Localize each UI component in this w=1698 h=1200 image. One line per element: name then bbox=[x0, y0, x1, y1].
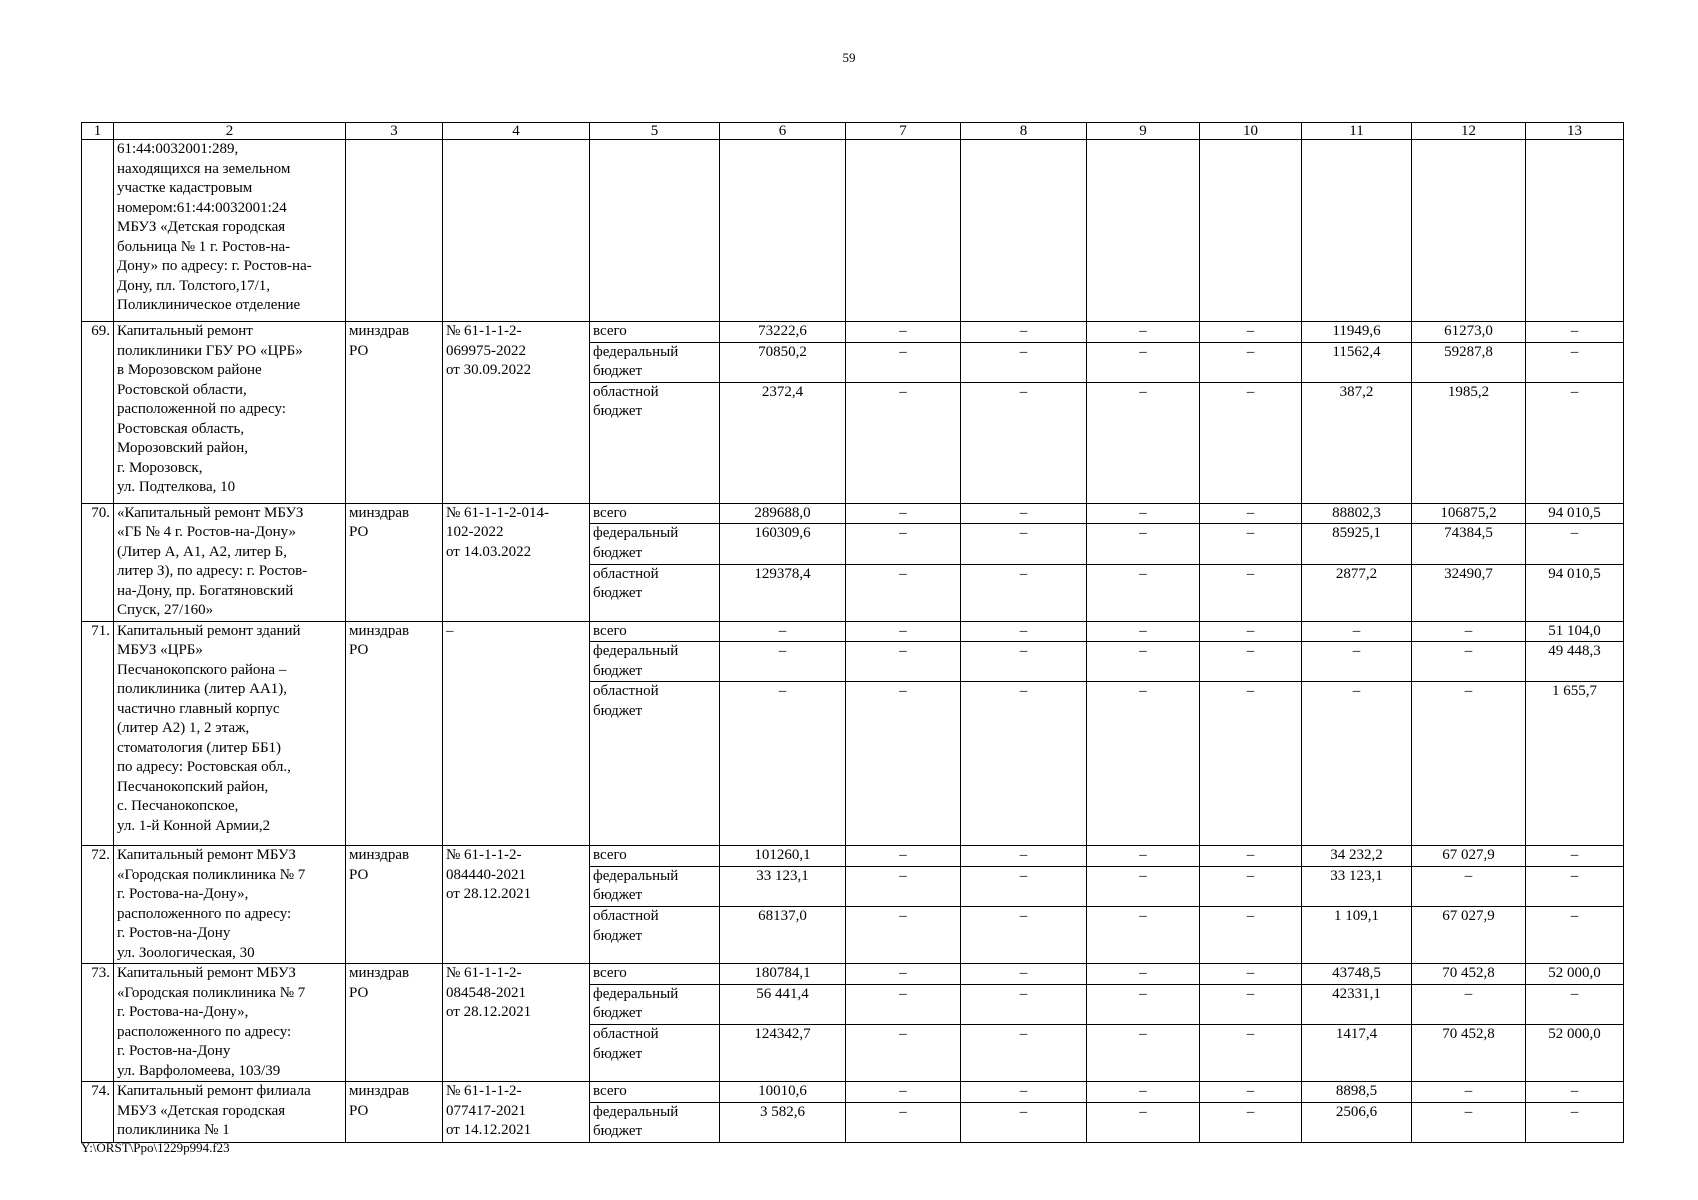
amount-cell: 129378,4 bbox=[720, 564, 846, 621]
column-header: 9 bbox=[1087, 123, 1200, 140]
column-header: 5 bbox=[590, 123, 720, 140]
amount-cell: 160309,6 bbox=[720, 524, 846, 565]
empty-cell bbox=[590, 140, 720, 322]
amount-cell: – bbox=[1200, 621, 1302, 642]
amount-cell: – bbox=[846, 907, 961, 964]
table-row bbox=[82, 964, 1624, 985]
funding-source: областной бюджет bbox=[590, 564, 720, 621]
amount-cell: – bbox=[1087, 524, 1200, 565]
column-header: 7 bbox=[846, 123, 961, 140]
amount-cell: 67 027,9 bbox=[1412, 907, 1526, 964]
amount-cell: – bbox=[1087, 907, 1200, 964]
amount-cell: 124342,7 bbox=[720, 1025, 846, 1082]
table-row bbox=[82, 1082, 1624, 1103]
amount-cell: 70 452,8 bbox=[1412, 1025, 1526, 1082]
amount-cell: – bbox=[1412, 866, 1526, 907]
column-header: 13 bbox=[1526, 123, 1624, 140]
amount-cell: 43748,5 bbox=[1302, 964, 1412, 985]
amount-cell: – bbox=[846, 964, 961, 985]
table-body bbox=[82, 123, 1624, 1143]
amount-cell: – bbox=[961, 682, 1087, 846]
amount-cell: 32490,7 bbox=[1412, 564, 1526, 621]
amount-cell: – bbox=[1087, 682, 1200, 846]
amount-cell: – bbox=[961, 621, 1087, 642]
column-header: 10 bbox=[1200, 123, 1302, 140]
column-header: 1 bbox=[82, 123, 114, 140]
empty-cell bbox=[1412, 140, 1526, 322]
amount-cell: 11562,4 bbox=[1302, 342, 1412, 382]
amount-cell: – bbox=[846, 564, 961, 621]
table-row bbox=[82, 503, 1624, 524]
funding-source: областной бюджет bbox=[590, 1025, 720, 1082]
amount-cell: 1 655,7 bbox=[1526, 682, 1624, 846]
amount-cell: 1 109,1 bbox=[1302, 907, 1412, 964]
amount-cell: – bbox=[1526, 1102, 1624, 1142]
amount-cell: 42331,1 bbox=[1302, 984, 1412, 1025]
amount-cell: – bbox=[846, 1102, 961, 1142]
empty-cell bbox=[1526, 140, 1624, 322]
amount-cell: – bbox=[1087, 964, 1200, 985]
amount-cell: 33 123,1 bbox=[1302, 866, 1412, 907]
column-header: 4 bbox=[443, 123, 590, 140]
funding-source: всего bbox=[590, 322, 720, 343]
amount-cell: – bbox=[1200, 907, 1302, 964]
expertise-document: № 61-1-1-2- 084548-2021 от 28.12.2021 bbox=[443, 964, 590, 1082]
continuation-row bbox=[82, 140, 1624, 322]
empty-cell bbox=[1087, 140, 1200, 322]
column-header: 2 bbox=[114, 123, 346, 140]
amount-cell: – bbox=[1200, 642, 1302, 682]
amount-cell: – bbox=[1302, 621, 1412, 642]
amount-cell: 73222,6 bbox=[720, 322, 846, 343]
customer-agency: минздрав РО bbox=[346, 322, 443, 504]
amount-cell: – bbox=[1200, 1102, 1302, 1142]
funding-source: федеральный бюджет bbox=[590, 866, 720, 907]
funding-source: областной бюджет bbox=[590, 907, 720, 964]
amount-cell: – bbox=[961, 322, 1087, 343]
funding-source: федеральный бюджет bbox=[590, 642, 720, 682]
funding-source: федеральный бюджет bbox=[590, 524, 720, 565]
amount-cell: – bbox=[1087, 503, 1200, 524]
object-name: Капитальный ремонт зданий МБУЗ «ЦРБ» Песчанокопского района – поликлиника (литер АА1), частично главный корпус (литер А2) 1, 2 этаж, стоматология (литер ББ1) по адресу: Ростовская обл., Песчанокопский район, с. Песчанокопское, ул. 1-й Конной Армии,2 bbox=[114, 621, 346, 846]
financing-table bbox=[81, 122, 1624, 1143]
amount-cell: – bbox=[961, 564, 1087, 621]
empty-cell bbox=[720, 140, 846, 322]
amount-cell: 387,2 bbox=[1302, 382, 1412, 503]
amount-cell: – bbox=[846, 621, 961, 642]
expertise-document: – bbox=[443, 621, 590, 846]
object-name: Капитальный ремонт поликлиники ГБУ РО «ЦРБ» в Морозовском районе Ростовской области, расположенной по адресу: Ростовская область, Морозовский район, г. Морозовск, ул. Подтелкова, 10 bbox=[114, 322, 346, 504]
amount-cell: – bbox=[846, 322, 961, 343]
empty-cell bbox=[846, 140, 961, 322]
funding-source: федеральный бюджет bbox=[590, 1102, 720, 1142]
amount-cell: 2506,6 bbox=[1302, 1102, 1412, 1142]
amount-cell: – bbox=[1087, 866, 1200, 907]
column-header: 12 bbox=[1412, 123, 1526, 140]
amount-cell: 180784,1 bbox=[720, 964, 846, 985]
amount-cell: – bbox=[1200, 964, 1302, 985]
amount-cell: – bbox=[961, 984, 1087, 1025]
amount-cell: 52 000,0 bbox=[1526, 964, 1624, 985]
amount-cell: – bbox=[1087, 846, 1200, 867]
amount-cell: – bbox=[1200, 984, 1302, 1025]
empty-cell bbox=[1200, 140, 1302, 322]
amount-cell: 85925,1 bbox=[1302, 524, 1412, 565]
amount-cell: – bbox=[961, 503, 1087, 524]
amount-cell: 51 104,0 bbox=[1526, 621, 1624, 642]
amount-cell: – bbox=[1200, 846, 1302, 867]
amount-cell: 94 010,5 bbox=[1526, 503, 1624, 524]
object-name: Капитальный ремонт МБУЗ «Городская поликлиника № 7 г. Ростова-на-Дону», расположенного по адресу: г. Ростов-на-Дону ул. Варфоломеева, 103/39 bbox=[114, 964, 346, 1082]
amount-cell: – bbox=[1302, 642, 1412, 682]
amount-cell: – bbox=[1526, 524, 1624, 565]
amount-cell: – bbox=[846, 866, 961, 907]
amount-cell: – bbox=[720, 682, 846, 846]
amount-cell: – bbox=[846, 984, 961, 1025]
row-number: 74. bbox=[82, 1082, 114, 1143]
amount-cell: 52 000,0 bbox=[1526, 1025, 1624, 1082]
amount-cell: 1985,2 bbox=[1412, 382, 1526, 503]
amount-cell: – bbox=[846, 1025, 961, 1082]
amount-cell: 106875,2 bbox=[1412, 503, 1526, 524]
amount-cell: 2877,2 bbox=[1302, 564, 1412, 621]
amount-cell: – bbox=[1200, 503, 1302, 524]
amount-cell: – bbox=[846, 342, 961, 382]
funding-source: всего bbox=[590, 846, 720, 867]
amount-cell: – bbox=[1087, 564, 1200, 621]
amount-cell: – bbox=[961, 907, 1087, 964]
amount-cell: – bbox=[1412, 1102, 1526, 1142]
customer-agency: минздрав РО bbox=[346, 503, 443, 621]
amount-cell: 74384,5 bbox=[1412, 524, 1526, 565]
funding-source: областной бюджет bbox=[590, 382, 720, 503]
row-number-cell bbox=[82, 140, 114, 322]
column-header: 6 bbox=[720, 123, 846, 140]
amount-cell: – bbox=[961, 382, 1087, 503]
amount-cell: 88802,3 bbox=[1302, 503, 1412, 524]
column-header: 11 bbox=[1302, 123, 1412, 140]
amount-cell: 8898,5 bbox=[1302, 1082, 1412, 1103]
object-name: Капитальный ремонт МБУЗ «Городская поликлиника № 7 г. Ростова-на-Дону», расположенного по адресу: г. Ростов-на-Дону ул. Зоологическая, 30 bbox=[114, 846, 346, 964]
amount-cell: 10010,6 bbox=[720, 1082, 846, 1103]
amount-cell: – bbox=[1526, 342, 1624, 382]
amount-cell: – bbox=[846, 682, 961, 846]
amount-cell: – bbox=[961, 524, 1087, 565]
amount-cell: 68137,0 bbox=[720, 907, 846, 964]
amount-cell: 61273,0 bbox=[1412, 322, 1526, 343]
object-name: Капитальный ремонт филиала МБУЗ «Детская городская поликлиника № 1 bbox=[114, 1082, 346, 1143]
amount-cell: 94 010,5 bbox=[1526, 564, 1624, 621]
amount-cell: – bbox=[1087, 621, 1200, 642]
amount-cell: – bbox=[846, 524, 961, 565]
row-number: 73. bbox=[82, 964, 114, 1082]
amount-cell: – bbox=[846, 846, 961, 867]
amount-cell: 2372,4 bbox=[720, 382, 846, 503]
amount-cell: – bbox=[720, 621, 846, 642]
amount-cell: – bbox=[961, 846, 1087, 867]
amount-cell: – bbox=[1526, 984, 1624, 1025]
amount-cell: 59287,8 bbox=[1412, 342, 1526, 382]
amount-cell: – bbox=[1200, 564, 1302, 621]
amount-cell: 33 123,1 bbox=[720, 866, 846, 907]
expertise-document: № 61-1-1-2- 077417-2021 от 14.12.2021 bbox=[443, 1082, 590, 1143]
amount-cell: 1417,4 bbox=[1302, 1025, 1412, 1082]
row-number: 72. bbox=[82, 846, 114, 964]
amount-cell: – bbox=[1526, 846, 1624, 867]
funding-source: областной бюджет bbox=[590, 682, 720, 846]
amount-cell: – bbox=[1412, 621, 1526, 642]
empty-cell bbox=[346, 140, 443, 322]
amount-cell: 70850,2 bbox=[720, 342, 846, 382]
funding-source: всего bbox=[590, 964, 720, 985]
amount-cell: – bbox=[1412, 984, 1526, 1025]
amount-cell: – bbox=[961, 964, 1087, 985]
amount-cell: 289688,0 bbox=[720, 503, 846, 524]
amount-cell: – bbox=[1200, 866, 1302, 907]
table-row bbox=[82, 846, 1624, 867]
amount-cell: – bbox=[1200, 1025, 1302, 1082]
funding-source: федеральный бюджет bbox=[590, 984, 720, 1025]
page-number: 59 bbox=[842, 50, 856, 65]
empty-cell bbox=[443, 140, 590, 322]
amount-cell: – bbox=[1526, 382, 1624, 503]
amount-cell: – bbox=[961, 642, 1087, 682]
row-number: 70. bbox=[82, 503, 114, 621]
amount-cell: – bbox=[1200, 382, 1302, 503]
amount-cell: – bbox=[1526, 907, 1624, 964]
expertise-document: № 61-1-1-2- 084440-2021 от 28.12.2021 bbox=[443, 846, 590, 964]
expertise-document: № 61-1-1-2-014- 102-2022 от 14.03.2022 bbox=[443, 503, 590, 621]
footer-file-path: Y:\ORST\Ppo\1229p994.f23 bbox=[81, 1140, 230, 1155]
customer-agency: минздрав РО bbox=[346, 846, 443, 964]
funding-source: федеральный бюджет bbox=[590, 342, 720, 382]
funding-source: всего bbox=[590, 1082, 720, 1103]
amount-cell: – bbox=[1526, 322, 1624, 343]
customer-agency: минздрав РО bbox=[346, 1082, 443, 1143]
funding-source: всего bbox=[590, 621, 720, 642]
amount-cell: 101260,1 bbox=[720, 846, 846, 867]
amount-cell: – bbox=[720, 642, 846, 682]
expertise-document: № 61-1-1-2- 069975-2022 от 30.09.2022 bbox=[443, 322, 590, 504]
amount-cell: – bbox=[961, 866, 1087, 907]
amount-cell: – bbox=[1200, 524, 1302, 565]
amount-cell: – bbox=[1526, 1082, 1624, 1103]
amount-cell: – bbox=[1087, 342, 1200, 382]
amount-cell: – bbox=[1302, 682, 1412, 846]
amount-cell: 56 441,4 bbox=[720, 984, 846, 1025]
column-header: 3 bbox=[346, 123, 443, 140]
amount-cell: – bbox=[1200, 682, 1302, 846]
amount-cell: 11949,6 bbox=[1302, 322, 1412, 343]
row-number: 69. bbox=[82, 322, 114, 504]
amount-cell: 70 452,8 bbox=[1412, 964, 1526, 985]
amount-cell: – bbox=[1087, 1082, 1200, 1103]
amount-cell: – bbox=[1087, 1102, 1200, 1142]
amount-cell: 67 027,9 bbox=[1412, 846, 1526, 867]
row-number: 71. bbox=[82, 621, 114, 846]
amount-cell: – bbox=[1526, 866, 1624, 907]
amount-cell: – bbox=[1087, 984, 1200, 1025]
amount-cell: – bbox=[1087, 322, 1200, 343]
amount-cell: – bbox=[1200, 322, 1302, 343]
funding-source: всего bbox=[590, 503, 720, 524]
amount-cell: – bbox=[1412, 1082, 1526, 1103]
table-row bbox=[82, 322, 1624, 343]
amount-cell: – bbox=[1200, 1082, 1302, 1103]
amount-cell: 49 448,3 bbox=[1526, 642, 1624, 682]
customer-agency: минздрав РО bbox=[346, 964, 443, 1082]
amount-cell: – bbox=[1200, 342, 1302, 382]
amount-cell: – bbox=[846, 1082, 961, 1103]
empty-cell bbox=[1302, 140, 1412, 322]
object-name: «Капитальный ремонт МБУЗ «ГБ № 4 г. Ростов-на-Дону» (Литер А, А1, А2, литер Б, литер З), по адресу: г. Ростов- на-Дону, пр. Богатяновский Спуск, 27/160» bbox=[114, 503, 346, 621]
empty-cell bbox=[961, 140, 1087, 322]
amount-cell: – bbox=[961, 1102, 1087, 1142]
table-row bbox=[82, 621, 1624, 642]
amount-cell: – bbox=[1087, 1025, 1200, 1082]
amount-cell: – bbox=[1412, 682, 1526, 846]
amount-cell: – bbox=[846, 642, 961, 682]
amount-cell: – bbox=[961, 1025, 1087, 1082]
customer-agency: минздрав РО bbox=[346, 621, 443, 846]
amount-cell: – bbox=[846, 503, 961, 524]
object-name-cell: 61:44:0032001:289, находящихся на земельном участке кадастровым номером:61:44:0032001:24 МБУЗ «Детская городская больница № 1 г. Ростов-на- Дону» по адресу: г. Ростов-на- Дону, пл. Толстого,17/1, Поликлиническое отделение bbox=[114, 140, 346, 322]
amount-cell: – bbox=[961, 1082, 1087, 1103]
amount-cell: 3 582,6 bbox=[720, 1102, 846, 1142]
amount-cell: – bbox=[1412, 642, 1526, 682]
amount-cell: – bbox=[1087, 382, 1200, 503]
amount-cell: – bbox=[846, 382, 961, 503]
amount-cell: 34 232,2 bbox=[1302, 846, 1412, 867]
column-header: 8 bbox=[961, 123, 1087, 140]
amount-cell: – bbox=[1087, 642, 1200, 682]
column-number-header-row bbox=[82, 123, 1624, 140]
amount-cell: – bbox=[961, 342, 1087, 382]
